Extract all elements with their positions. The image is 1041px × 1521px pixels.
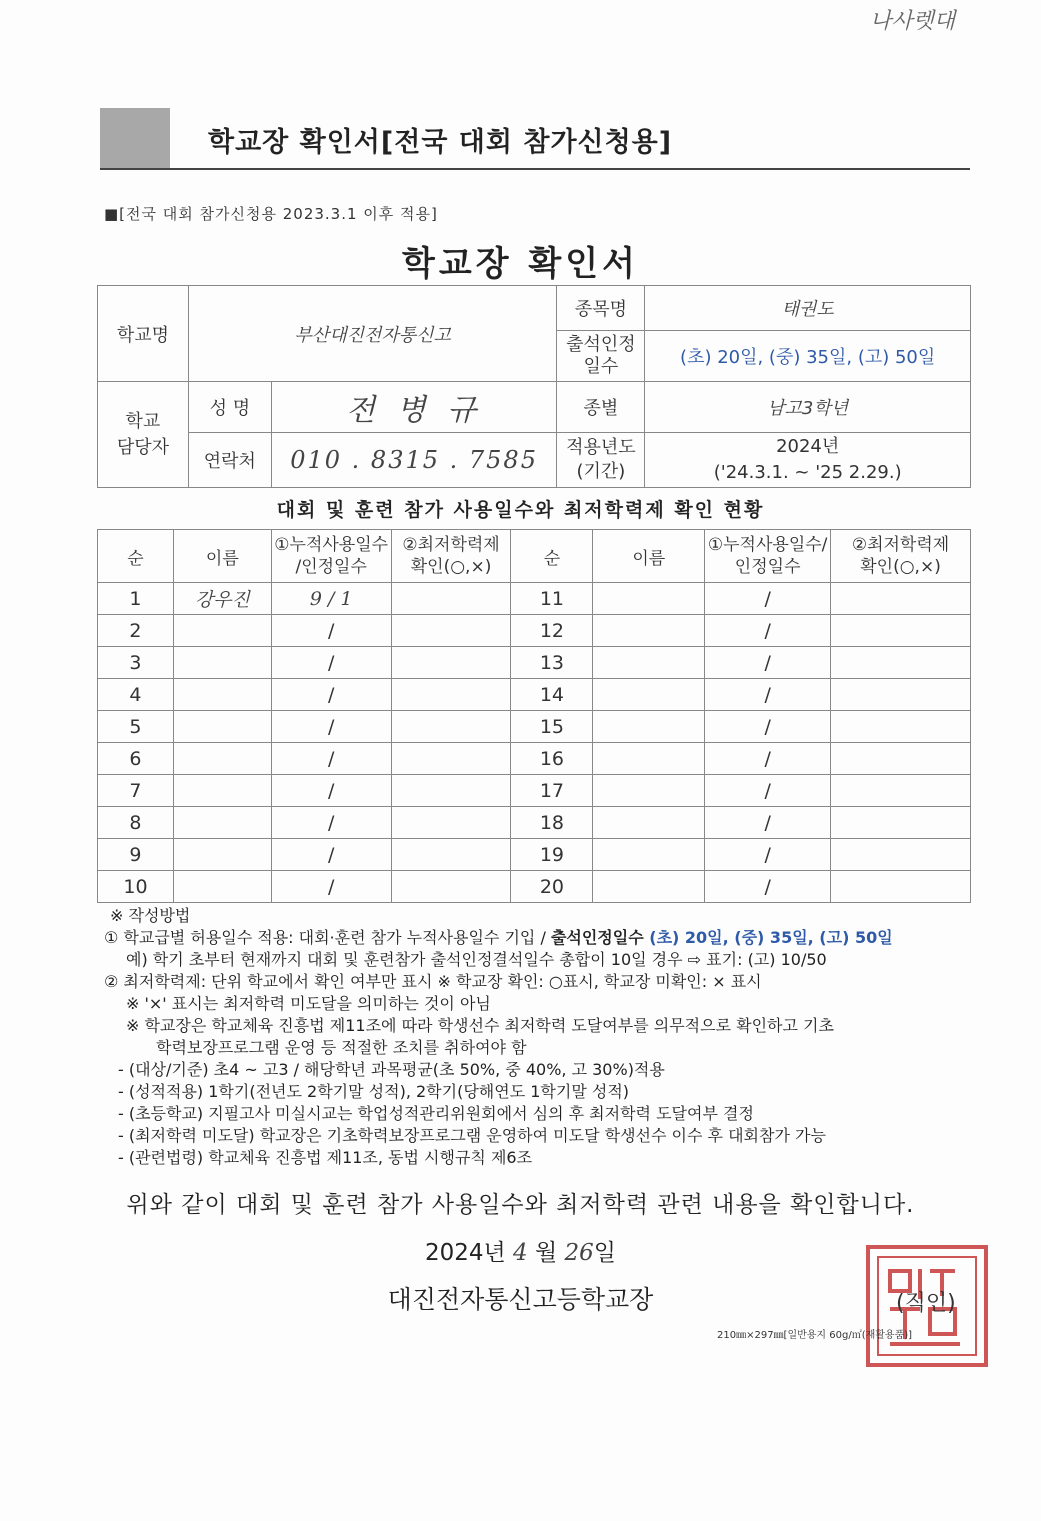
- note-line-5: ※ 학교장은 학교체육 진흥법 제11조에 따라 학생선수 최저학력 도달여부를 의무적으로 확인하고 기초: [126, 1016, 834, 1035]
- header-title: 학교장 확인서[전국 대회 참가신청용]: [208, 127, 673, 158]
- min-academic: [391, 647, 511, 679]
- note-line-11: - (관련법령) 학교체육 진흥법 제11조, 동법 시행규칙 제6조: [118, 1148, 533, 1167]
- row-number: 9: [98, 839, 174, 871]
- table-row: [98, 743, 971, 775]
- header-days-1: ①누적사용일수 /인정일수: [271, 530, 391, 583]
- student-name: [173, 615, 271, 647]
- min-academic: [831, 743, 971, 775]
- attendance-label: 출석인정 일수: [557, 331, 645, 382]
- note-line-1b: 출석인정일수: [550, 928, 644, 947]
- handwritten-corner-note: 나사렛대: [870, 9, 956, 34]
- event-label: 종목명: [557, 286, 645, 331]
- days-used: /: [705, 871, 831, 903]
- days-used: /: [271, 839, 391, 871]
- row-number: 6: [98, 743, 174, 775]
- min-academic: [391, 775, 511, 807]
- table-row: [98, 839, 971, 871]
- days-used: /: [271, 775, 391, 807]
- category-value: 남고3학년: [645, 382, 971, 433]
- days-used: /: [705, 711, 831, 743]
- min-academic: [831, 775, 971, 807]
- days-used: /: [271, 807, 391, 839]
- school-label: 학교명: [98, 286, 189, 382]
- min-academic: [831, 615, 971, 647]
- contact-value: 010 . 8315 . 7585: [271, 433, 557, 488]
- date-month-unit: 월: [527, 1240, 565, 1266]
- period-value: ('24.3.1. ~ '25 2.29.): [713, 462, 902, 483]
- header-min-2: ②최저학력제 확인(○,×): [831, 530, 971, 583]
- days-used: /: [271, 615, 391, 647]
- row-number: 4: [98, 679, 174, 711]
- sub-note: ■[전국 대회 참가신청용 2023.3.1 이후 적용]: [104, 205, 438, 223]
- row-number: 7: [98, 775, 174, 807]
- table-header-row: [98, 530, 971, 583]
- row-number: 12: [511, 615, 593, 647]
- header-days-2: ①누적사용일수/ 인정일수: [705, 530, 831, 583]
- student-name: [173, 871, 271, 903]
- row-number: 5: [98, 711, 174, 743]
- student-name: [593, 647, 705, 679]
- header-min-1: ②최저학력제 확인(○,×): [391, 530, 511, 583]
- student-name: [593, 839, 705, 871]
- row-number: 8: [98, 807, 174, 839]
- row-number: 16: [511, 743, 593, 775]
- min-academic: [831, 583, 971, 615]
- row-number: 15: [511, 711, 593, 743]
- name-value: 전 병 규: [271, 382, 557, 433]
- note-line-2: 예) 학기 초부터 현재까지 대회 및 훈련참가 출석인정결석일수 총합이 10일 경우 ⇨ 표기: (고) 10/50: [126, 950, 827, 969]
- table-row: [98, 871, 971, 903]
- year-cell: [645, 433, 971, 488]
- student-name: [173, 807, 271, 839]
- min-academic: [831, 679, 971, 711]
- student-name: [593, 615, 705, 647]
- note-line-3: ② 최저학력제: 단위 학교에서 확인 여부만 표시 ※ 학교장 확인: ○표시, 학교장 미확인: × 표시: [104, 972, 762, 991]
- row-number: 2: [98, 615, 174, 647]
- date-day-unit: 일: [593, 1240, 617, 1266]
- row-number: 19: [511, 839, 593, 871]
- table-row: [98, 615, 971, 647]
- days-used: 9 / 1: [271, 583, 391, 615]
- min-academic: [391, 679, 511, 711]
- notes-heading: ※ 작성방법: [110, 906, 191, 925]
- name-label: 성 명: [188, 382, 271, 433]
- header-no-1: 순: [98, 530, 174, 583]
- student-name: [593, 711, 705, 743]
- row-number: 11: [511, 583, 593, 615]
- days-used: /: [705, 679, 831, 711]
- min-academic: [391, 711, 511, 743]
- student-name: [173, 647, 271, 679]
- min-academic: [831, 647, 971, 679]
- note-line-9: - (초등학교) 지필고사 미실시교는 학업성적관리위원회에서 심의 후 최저학력 도달여부 결정: [118, 1104, 754, 1123]
- year-label: 적용년도 (기간): [557, 433, 645, 488]
- confirmation-text: 위와 같이 대회 및 훈련 참가 사용일수와 최저학력 관련 내용을 확인합니다.: [126, 1192, 915, 1218]
- min-academic: [391, 807, 511, 839]
- note-line-1a: ① 학교급별 허용일수 적용: 대회·훈련 참가 누적사용일수 기입 /: [104, 928, 551, 947]
- days-used: /: [271, 647, 391, 679]
- student-name: [593, 679, 705, 711]
- note-line-7: - (대상/기준) 초4 ~ 고3 / 해당학년 과목평균(초 50%, 중 40%, 고 30%)적용: [118, 1060, 665, 1079]
- student-name: [173, 711, 271, 743]
- days-used: /: [271, 743, 391, 775]
- days-used: /: [705, 807, 831, 839]
- row-number: 1: [98, 583, 174, 615]
- header-name-2: 이름: [593, 530, 705, 583]
- student-name: [593, 807, 705, 839]
- paper-spec-footer: 210㎜×297㎜[일반용지 60g/㎡(재활용품)]: [717, 1330, 913, 1341]
- student-name: [593, 583, 705, 615]
- days-used: /: [705, 743, 831, 775]
- date-month: 4: [513, 1240, 528, 1266]
- usage-table: [97, 529, 971, 903]
- school-value: 부산대진전자통신고: [188, 286, 557, 382]
- seal-mark: (직인): [896, 1291, 956, 1316]
- category-label: 종별: [557, 382, 645, 433]
- header-grey-block: [100, 108, 170, 168]
- info-table: [97, 285, 971, 488]
- min-academic: [391, 583, 511, 615]
- note-line-6: 학력보장프로그램 운영 등 적절한 조치를 취하여야 함: [156, 1038, 527, 1057]
- days-used: /: [705, 647, 831, 679]
- instructions: [104, 905, 974, 1169]
- student-name: [173, 839, 271, 871]
- days-used: /: [271, 711, 391, 743]
- min-academic: [391, 871, 511, 903]
- days-used: /: [705, 775, 831, 807]
- min-academic: [391, 839, 511, 871]
- note-line-10: - (최저학력 미도달) 학교장은 기초학력보장프로그램 운영하여 미도달 학생선수 이수 후 대회참가 가능: [118, 1126, 826, 1145]
- manager-label: 학교 담당자: [98, 382, 189, 488]
- table-row: [98, 679, 971, 711]
- student-name: [173, 743, 271, 775]
- row-number: 18: [511, 807, 593, 839]
- table-row: [98, 775, 971, 807]
- student-name: 강우진: [173, 583, 271, 615]
- row-number: 3: [98, 647, 174, 679]
- principal-name: 대진전자통신고등학교장: [387, 1285, 654, 1314]
- days-used: /: [271, 679, 391, 711]
- row-number: 14: [511, 679, 593, 711]
- event-value: 태권도: [645, 286, 971, 331]
- days-used: /: [271, 871, 391, 903]
- row-number: 17: [511, 775, 593, 807]
- document-title: 학교장 확인서: [402, 244, 639, 284]
- days-used: /: [705, 615, 831, 647]
- min-academic: [391, 615, 511, 647]
- min-academic: [391, 743, 511, 775]
- date-year: 2024년: [424, 1240, 514, 1266]
- header-name-1: 이름: [173, 530, 271, 583]
- min-academic: [831, 807, 971, 839]
- student-name: [593, 871, 705, 903]
- student-name: [173, 679, 271, 711]
- note-line-4: ※ '×' 표시는 최저학력 미도달을 의미하는 것이 아님: [126, 994, 491, 1013]
- table-row: [98, 583, 971, 615]
- section-title: 대회 및 훈련 참가 사용일수와 최저학력제 확인 현황: [276, 499, 765, 521]
- note-line-1: [104, 927, 974, 949]
- contact-label: 연락처: [188, 433, 271, 488]
- row-number: 10: [98, 871, 174, 903]
- row-number: 13: [511, 647, 593, 679]
- note-line-1c: (초) 20일, (중) 35일, (고) 50일: [643, 928, 893, 947]
- date-day: 26: [564, 1240, 594, 1266]
- days-used: /: [705, 583, 831, 615]
- header-no-2: 순: [511, 530, 593, 583]
- row-number: 20: [511, 871, 593, 903]
- days-used: /: [705, 839, 831, 871]
- table-row: [98, 711, 971, 743]
- table-row: [98, 807, 971, 839]
- min-academic: [831, 839, 971, 871]
- attendance-value: (초) 20일, (중) 35일, (고) 50일: [645, 331, 971, 382]
- min-academic: [831, 711, 971, 743]
- student-name: [593, 775, 705, 807]
- table-row: [98, 647, 971, 679]
- header-bar: [100, 108, 970, 170]
- min-academic: [831, 871, 971, 903]
- note-line-8: - (성적적용) 1학기(전년도 2학기말 성적), 2학기(당해연도 1학기말 성적): [118, 1082, 630, 1101]
- year-value: 2024년: [776, 436, 840, 457]
- student-name: [173, 775, 271, 807]
- student-name: [593, 743, 705, 775]
